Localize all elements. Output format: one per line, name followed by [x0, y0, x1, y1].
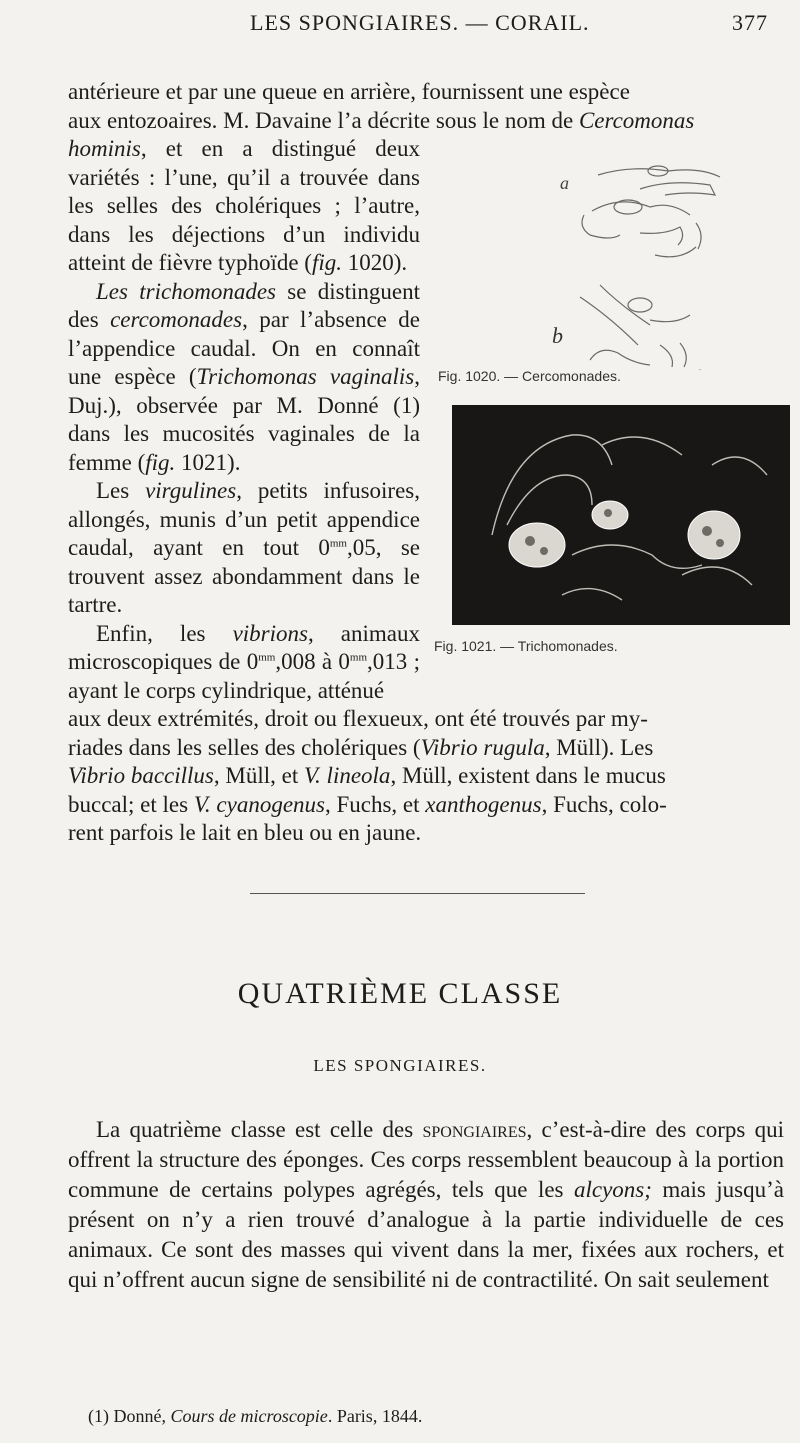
figure-label-b: b	[552, 323, 563, 348]
text-span: , Duj.), observée par M. Donné (1) dans les mucosités vaginales de la femme (	[68, 364, 420, 475]
text-span: , et en a distingué deux variétés : l’une, qu’il a trouvée dans les selles des cholériques ; l’autre, dans les déjections d’un individu atteint de fièvre typhoïde (	[68, 136, 420, 275]
cercomonades-illustration	[500, 155, 790, 370]
figure-1020	[438, 155, 790, 385]
text-span: , petits infusoires, allongés, munis d’un petit appendice caudal, ayant en tout 0	[68, 478, 420, 560]
paragraph-vibrions-start	[68, 620, 420, 706]
text-line	[68, 791, 784, 820]
unit-superscript: mm	[258, 651, 276, 664]
italic-term: fig.	[311, 250, 342, 275]
organism-nucleus	[525, 536, 535, 546]
wrapped-column	[68, 135, 420, 705]
paragraph-spongiaires	[68, 1115, 784, 1295]
text-span: , Müll, et	[213, 763, 304, 788]
text-line	[68, 78, 784, 107]
organism-nucleus	[540, 547, 548, 555]
paragraph-trichomonades	[68, 278, 420, 478]
text-span: riades dans les selles des cholériques (	[68, 734, 421, 760]
italic-term: cercomonades	[110, 307, 243, 332]
running-title: LES SPONGIAIRES. — CORAIL.	[250, 10, 590, 35]
italic-term: Cercomonas	[578, 107, 695, 133]
organism-body	[509, 523, 565, 567]
text-span: , par l’absence de l’appendice caudal. On en connaît une espèce (	[68, 307, 420, 389]
organism-body	[688, 511, 740, 559]
italic-term: fig.	[145, 449, 176, 475]
text-span: ,05, se trouvent assez abondamment dans le tartre.	[68, 535, 420, 617]
trichomonades-illustration	[452, 405, 790, 625]
unit-superscript: mm	[349, 651, 368, 664]
organism-nucleus	[702, 526, 712, 536]
text-line	[68, 734, 784, 763]
text-span: , Fuchs, colo-	[541, 791, 667, 817]
italic-term: hominis	[68, 136, 141, 161]
text-span: , Müll). Les	[544, 734, 654, 760]
organism-flagellum	[640, 227, 683, 245]
organism-flagellum	[696, 223, 701, 249]
paragraph-cercomonas-intro	[68, 78, 784, 135]
italic-term: vibrions	[232, 620, 308, 646]
text-span: Enfin, les	[96, 620, 233, 646]
text-span: ,013 ; ayant le corps cylindrique, atténué	[68, 649, 420, 703]
paragraph-cercomonas-varieties	[68, 135, 420, 278]
text-span: , Müll, existent dans le mucus	[390, 763, 666, 788]
figure-1021-caption: Fig. 1021. — Trichomonades.	[434, 638, 618, 654]
italic-term: Les trichomonades	[96, 278, 276, 304]
text-line	[68, 819, 784, 848]
organism-flagellum	[580, 297, 638, 345]
italic-term: alcyons;	[573, 1177, 652, 1202]
section-subheading: LES SPONGIAIRES.	[313, 1056, 487, 1075]
italic-term: V. lineola	[303, 763, 391, 788]
text-span: ,008 à 0	[275, 649, 350, 674]
text-span: (1) Donné,	[88, 1406, 171, 1426]
text-span: antérieure et par une queue en arrière, fournissent une espèce	[68, 79, 630, 104]
italic-term: Vibrio rugula	[420, 734, 545, 760]
organism-body	[650, 315, 690, 322]
organism-flagellum	[660, 345, 673, 367]
italic-term: Cours de microscopie	[170, 1406, 328, 1426]
organism-nucleus	[716, 539, 724, 547]
organism-body	[640, 183, 715, 195]
text-span: buccal; et les	[68, 791, 194, 817]
text-span: , animaux microscopiques de 0	[68, 620, 420, 674]
text-span: rent parfois le lait en bleu ou en jaune.	[68, 820, 422, 845]
italic-term: Trichomonas vaginalis	[196, 364, 415, 389]
italic-term: virgulines	[145, 478, 237, 503]
text-span: 1021).	[175, 449, 241, 475]
text-span: , c’est-à-dire des corps qui offrent la structure des éponges. Ces corps ressemblent beaucoup à la portion commune de certains polypes agrégés, tels que les	[68, 1117, 784, 1202]
text-span: mais jusqu’à présent on n’y a rien trouvé d’analogue à la partie individuelle de ces animaux. Ce sont des masses qui vivent dans la mer, fixées aux rochers, et qui n’offrent aucun signe de sensibilité ni de contractilité. On sait seulement	[68, 1177, 784, 1292]
text-paragraph	[68, 1115, 784, 1295]
text-span: La quatrième classe est celle des	[96, 1117, 423, 1142]
page-number: 377	[732, 10, 768, 35]
organism-body	[590, 350, 650, 365]
section-heading: QUATRIÈME CLASSE	[237, 977, 563, 1010]
text-span: 1020).	[342, 250, 408, 275]
text-span: se distinguent des	[68, 278, 420, 332]
text-span: aux deux extrémités, droit ou flexueux, ont été trouvés par my-	[68, 706, 648, 731]
figure-1020-caption: Fig. 1020. — Cercomonades.	[438, 368, 621, 384]
text-span: . Paris, 1844.	[327, 1406, 423, 1426]
organism-flagellum	[655, 247, 696, 257]
footnote	[88, 1406, 422, 1427]
organism-body	[628, 298, 652, 312]
text-span: aux entozoaires. M. Davaine l’a décrite sous le nom de	[68, 107, 574, 133]
italic-term: xanthogenus	[425, 791, 542, 817]
section-divider	[250, 893, 585, 894]
text-line	[68, 107, 784, 136]
organism-flagellum	[680, 343, 686, 367]
unit-superscript: mm	[329, 537, 347, 550]
paragraph-virgulines	[68, 477, 420, 620]
figure-1021	[434, 405, 790, 657]
paragraph-vibrions-cont	[68, 705, 784, 848]
text-line	[68, 705, 784, 734]
small-caps-term: spongiaires	[422, 1117, 527, 1142]
text-span: , Fuchs, et	[324, 791, 426, 817]
text-span: Les	[96, 478, 146, 503]
figure-label-a: a	[560, 173, 569, 193]
text-line	[68, 762, 784, 791]
italic-term: Vibrio baccillus	[68, 763, 214, 788]
organism-flagellum	[582, 215, 620, 238]
italic-term: V. cyanogenus	[193, 791, 325, 817]
organism-nucleus	[604, 509, 612, 517]
organism-flagellum	[600, 285, 650, 325]
